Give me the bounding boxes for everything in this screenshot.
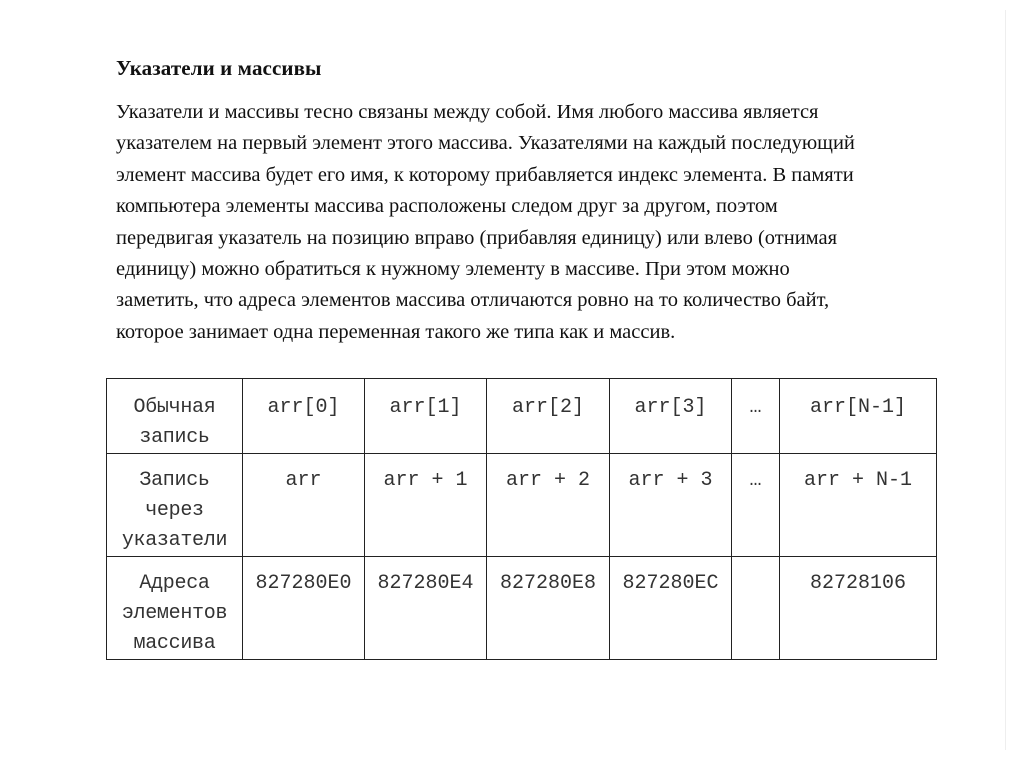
- table-cell: arr[2]: [487, 379, 610, 454]
- body-paragraph: [116, 97, 916, 348]
- table-cell: arr[N-1]: [780, 379, 937, 454]
- table-cell: arr + N-1: [780, 454, 937, 557]
- table-cell: arr + 2: [487, 454, 610, 557]
- paragraph-line: Указатели и массивы тесно связаны между собой. Имя любого массива является: [116, 101, 819, 123]
- table-cell: arr: [243, 454, 365, 557]
- paragraph-line: передвигая указатель на позицию вправо (прибавляя единицу) или влево (отнимая: [116, 226, 838, 249]
- pointer-array-table: [106, 378, 937, 660]
- paragraph-line: элемент массива будет его имя, к которому прибавляется индекс элемента. В памяти: [116, 163, 854, 186]
- table-cell: 827280E0: [243, 557, 365, 660]
- table-cell: 827280E4: [365, 557, 487, 660]
- table-cell-ellipsis: …: [732, 454, 780, 557]
- paragraph-line: компьютера элементы массива расположены следом друг за другом, поэтом: [116, 195, 778, 218]
- table-cell: arr + 3: [610, 454, 732, 557]
- table-cell-empty: [732, 557, 780, 660]
- row-header-element-addresses: Адреса элементов массива: [107, 557, 243, 660]
- table-row-normal-notation: [107, 379, 937, 454]
- row-header-normal-notation: Обычная запись: [107, 379, 243, 454]
- table-cell: arr + 1: [365, 454, 487, 557]
- table-cell-ellipsis: …: [732, 379, 780, 454]
- paragraph-line: единицу) можно обратиться к нужному элементу в массиве. При этом можно: [116, 258, 790, 281]
- table-cell: 82728106: [780, 557, 937, 660]
- table-cell: arr[1]: [365, 379, 487, 454]
- table-cell: 827280EC: [610, 557, 732, 660]
- row-header-pointer-notation: Запись через указатели: [107, 454, 243, 557]
- paragraph-line: заметить, что адреса элементов массива отличаются ровно на то количество байт,: [116, 289, 830, 312]
- section-heading: Указатели и массивы: [116, 56, 322, 80]
- paragraph-line: которое занимает одна переменная такого же типа как и массив.: [116, 320, 676, 343]
- paragraph-line: указателем на первый элемент этого массива. Указателями на каждый последующий: [116, 132, 855, 155]
- table-cell: arr[0]: [243, 379, 365, 454]
- table-row-element-addresses: [107, 557, 937, 660]
- table-cell: arr[3]: [610, 379, 732, 454]
- table-row-pointer-notation: [107, 454, 937, 557]
- slide-border-line: [1005, 10, 1006, 750]
- table-cell: 827280E8: [487, 557, 610, 660]
